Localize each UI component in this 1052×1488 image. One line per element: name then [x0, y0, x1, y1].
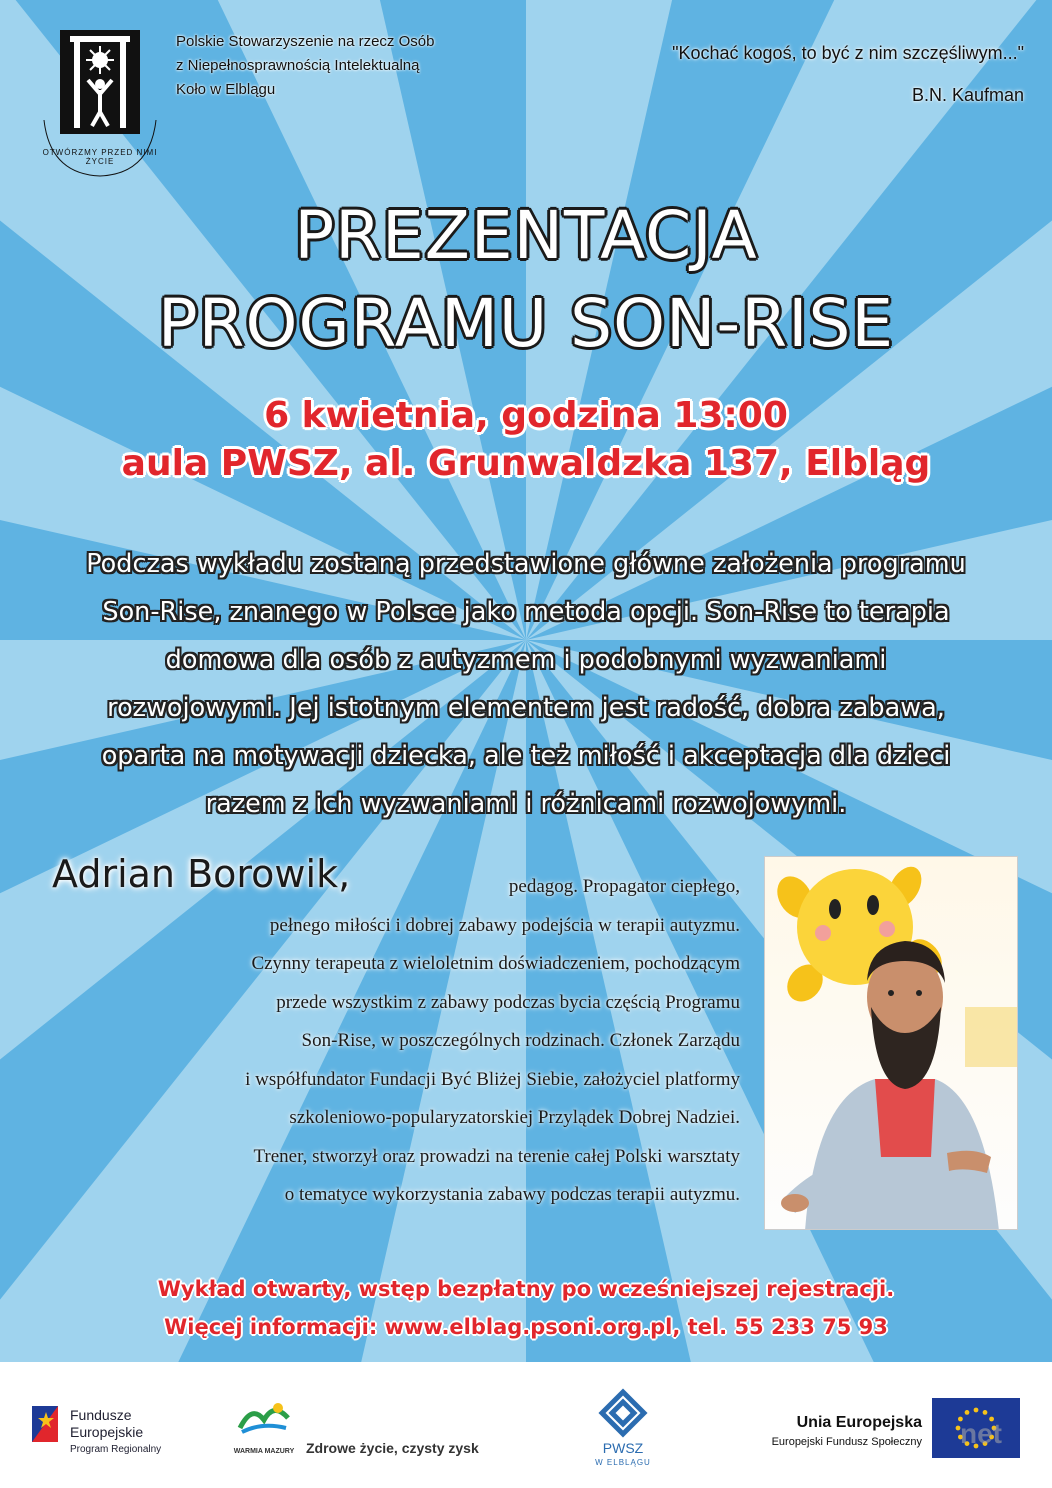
eu-star-icon: [974, 1408, 979, 1413]
pwsz-name: PWSZ: [602, 1440, 644, 1456]
fundusze-europejskie-logo: [28, 1402, 64, 1446]
bio-line: szkoleniowo-popularyzatorskiej Przylądek Dobrej Nadziei.: [289, 1107, 740, 1128]
sponsor-logo-strip: [0, 1362, 1052, 1488]
eu-star-icon: [983, 1410, 988, 1415]
quote-block: [672, 32, 1024, 116]
unia-europejska-text: [712, 1412, 922, 1450]
event-date-time: 6 kwietnia, godzina 13:00: [264, 395, 788, 436]
title-line-1: PREZENTACJA: [294, 197, 758, 274]
warmia-mazury-name: WARMIA MAZURY: [233, 1448, 295, 1455]
event-details: [0, 392, 1052, 488]
org-line-1: Polskie Stowarzyszenie na rzecz Osób: [176, 33, 435, 50]
fundusze-europejskie-text: [70, 1407, 161, 1458]
quote-author: B.N. Kaufman: [911, 85, 1024, 105]
lecture-description: [30, 540, 1022, 828]
page-title: [0, 192, 1052, 368]
watermark: net: [960, 1418, 1002, 1449]
logo-motto: OTWÓRZMY PRZED NIMI ŻYCIE: [42, 148, 158, 166]
registration-info: [0, 1270, 1052, 1346]
association-logo: [30, 24, 170, 184]
warmia-mazury-logo: [232, 1398, 296, 1448]
bio-line: o tematyce wykorzystania zabawy podczas terapii autyzmu.: [284, 1184, 740, 1205]
bio-line: i współfundator Fundacji Być Bliżej Siebie, założyciel platformy: [245, 1068, 740, 1090]
bio-line: Son-Rise, w poszczególnych rodzinach. Członek Zarządu: [301, 1030, 740, 1051]
eu-star-icon: [965, 1410, 970, 1415]
description-line: domowa dla osób z autyzmem i podobnymi wyzwaniami: [165, 645, 887, 675]
event-place: aula PWSZ, al. Grunwaldzka 137, Elbląg: [121, 443, 931, 484]
organization-name: [176, 30, 434, 102]
pwsz-subtitle: W ELBLĄGU: [595, 1458, 651, 1467]
bio-line: pedagog. Propagator ciepłego,: [508, 876, 740, 897]
bio-line: Czynny terapeuta z wieloletnim doświadczeniem, pochodzącym: [251, 953, 740, 974]
contact-line: Więcej informacji: www.elblag.psoni.org.pl, tel. 55 233 75 93: [164, 1315, 888, 1339]
fe-line-3: Program Regionalny: [70, 1444, 162, 1455]
description-line: oparta na motywacji dziecka, ale też miłość i akceptacja dla dzieci: [101, 741, 951, 771]
description-line: razem z ich wyzwaniami i różnicami rozwojowymi.: [205, 789, 847, 819]
speaker-photo: [764, 856, 1018, 1230]
speaker-name: Adrian Borowik,: [52, 852, 351, 896]
ue-line-1: Unia Europejska: [796, 1414, 922, 1431]
bio-line: Trener, stworzył oraz prowadzi na terenie całej Polski warsztaty: [253, 1145, 740, 1167]
org-line-2: z Niepełnosprawnością Intelektualną: [176, 57, 420, 74]
pwsz-logo: [598, 1388, 648, 1438]
fe-line-1: Fundusze: [70, 1407, 132, 1423]
description-line: rozwojowymi. Jej istotnym elementem jest radość, dobra zabawa,: [107, 693, 945, 723]
ue-line-2: Europejski Fundusz Społeczny: [771, 1436, 922, 1448]
bio-line: pełnego miłości i dobrej zabawy podejścia w terapii autyzmu.: [269, 914, 740, 936]
warmia-mazury-slogan: Zdrowe życie, czysty zysk: [306, 1440, 479, 1456]
title-line-2: PROGRAMU SON-RISE: [157, 285, 895, 362]
speaker-bio: [40, 868, 740, 1215]
fe-line-2: Europejskie: [70, 1424, 144, 1440]
org-line-3: Koło w Elblągu: [176, 81, 276, 98]
registration-line: Wykład otwarty, wstęp bezpłatny po wcześniejszej rejestracji.: [157, 1277, 895, 1301]
quote-text: "Kochać kogoś, to być z nim szczęśliwym...": [672, 43, 1024, 63]
description-line: Son-Rise, znanego w Polsce jako metoda opcji. Son-Rise to terapia: [102, 597, 950, 627]
bio-line: przede wszystkim z zabawy podczas bycia częścią Programu: [276, 991, 740, 1013]
description-line: Podczas wykładu zostaną przedstawione główne założenia programu: [86, 549, 966, 579]
